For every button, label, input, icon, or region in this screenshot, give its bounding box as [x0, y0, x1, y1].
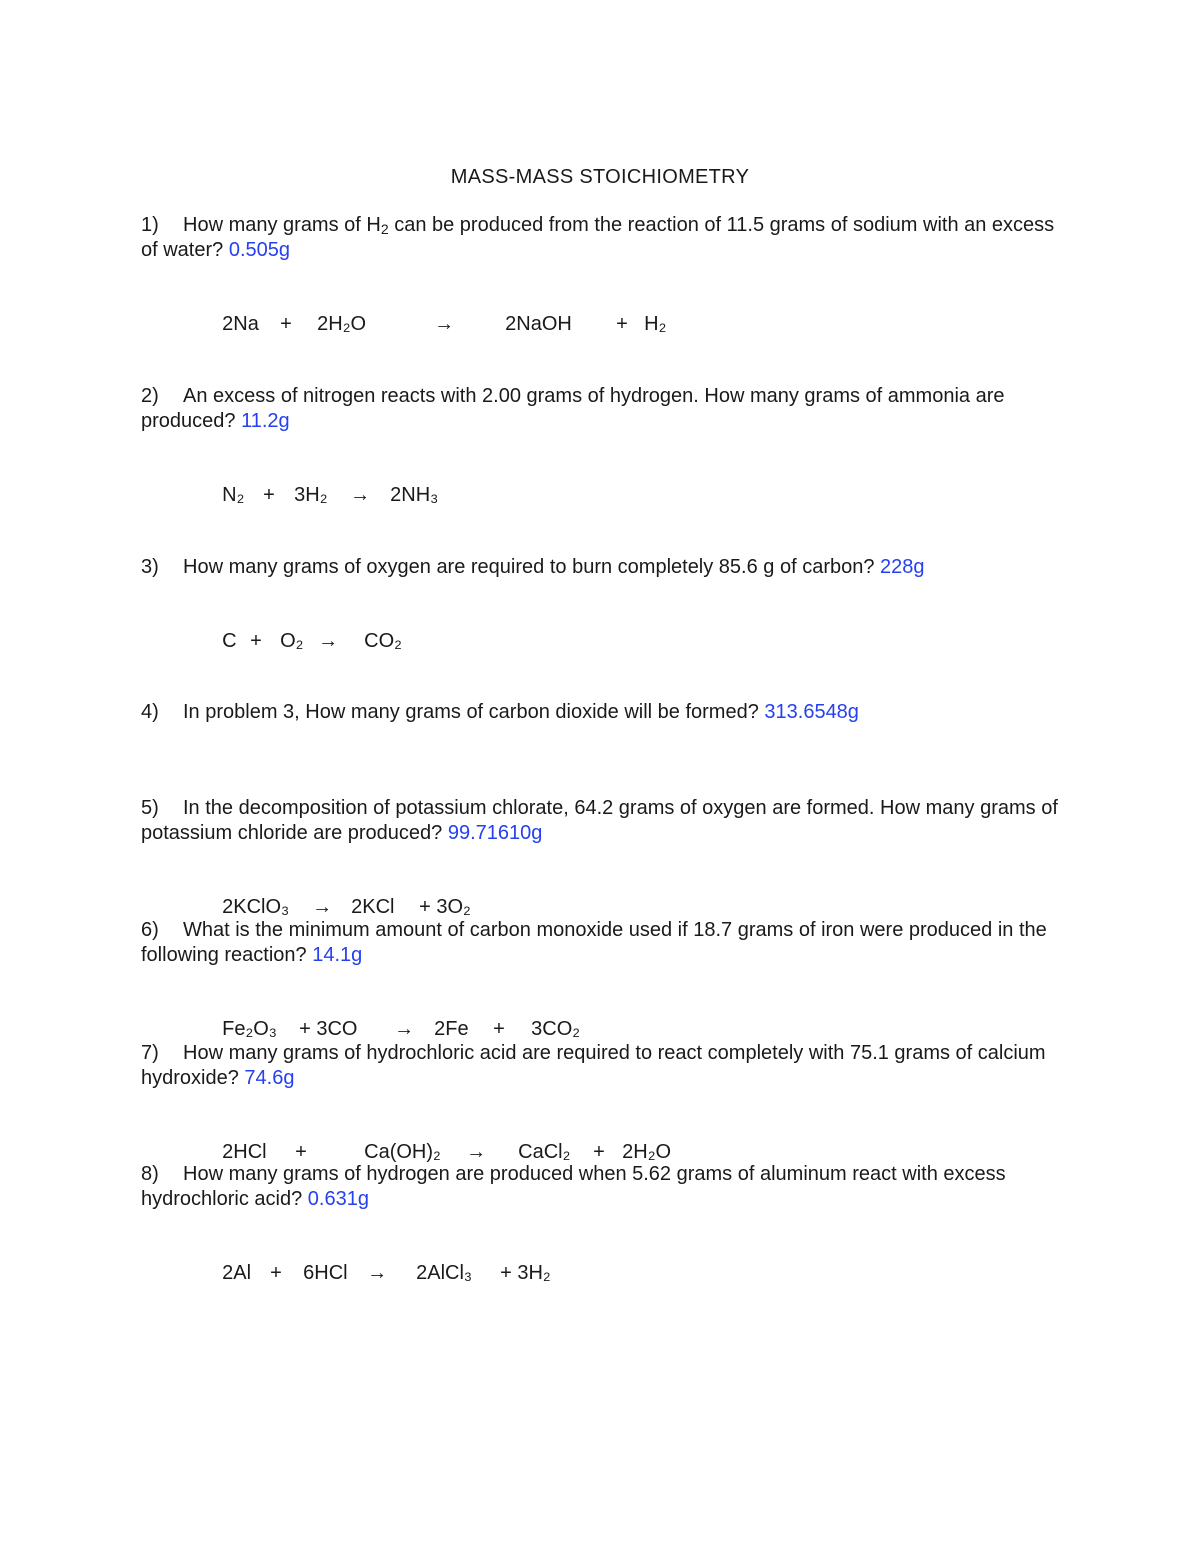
equation-term: 2Na [222, 313, 259, 335]
equation-term: + 3CO [299, 1018, 358, 1040]
equation-term: 2KClO₃ [222, 896, 290, 918]
question-text: An excess of nitrogen reacts with 2.00 grams of hydrogen. How many grams of ammonia are produced? [141, 385, 1005, 432]
equation-term: + [616, 313, 628, 335]
equation-term: 2HCl [222, 1141, 267, 1163]
question-number: 5) [141, 797, 159, 819]
equation-term: CO₂ [364, 630, 402, 652]
equation-term: H₂ [644, 313, 667, 335]
question-text: In the decomposition of potassium chlorate, 64.2 grams of oxygen are formed. How many grams of potassium chloride are produced? [141, 797, 1058, 844]
question-4 [141, 700, 1066, 725]
equation-term: 2H₂O [317, 313, 367, 335]
equation-term: → [312, 896, 333, 918]
answer: 74.6g [244, 1067, 295, 1089]
question-8 [141, 1162, 1066, 1212]
equation-term: + [270, 1262, 282, 1284]
question-number: 6) [141, 919, 159, 941]
question-2 [141, 384, 1066, 434]
equation-term: 2NaOH [505, 313, 572, 335]
question-number: 7) [141, 1042, 159, 1064]
question-text: How many grams of H [183, 214, 381, 236]
equation-term: 2Al [222, 1262, 252, 1284]
equation-term: + [263, 484, 275, 506]
equation-term: → [466, 1141, 487, 1163]
question-number: 3) [141, 556, 159, 578]
answer: 0.505g [228, 239, 290, 261]
equation-term: + [493, 1018, 505, 1040]
equation-8 [211, 1236, 551, 1286]
answer: 14.1g [312, 944, 363, 966]
question-text: How many grams of hydrogen are produced when 5.62 grams of aluminum react with excess hydrochloric acid? [141, 1163, 1006, 1210]
equation-1 [211, 287, 666, 337]
question-number: 4) [141, 701, 159, 723]
answer: 0.631g [307, 1188, 369, 1210]
answer: 99.71610g [447, 822, 543, 844]
equation-term: → [394, 1018, 415, 1040]
equation-term: + [280, 313, 292, 335]
equation-term: + [295, 1141, 307, 1163]
question-text: can be produced from the reaction of 11.5 grams of sodium with an excess of water? [141, 214, 1055, 261]
question-1 [141, 213, 1066, 263]
question-6 [141, 918, 1066, 968]
question-5 [141, 796, 1066, 846]
page-title: MASS-MASS STOICHIOMETRY [450, 166, 750, 188]
question-number: 2) [141, 385, 159, 407]
equation-term: O₂ [280, 630, 304, 652]
question-text: What is the minimum amount of carbon monoxide used if 18.7 grams of iron were produced in the following reaction? [141, 919, 1047, 966]
equation-6 [211, 992, 580, 1042]
equation-term: 2NH₃ [390, 484, 439, 506]
equation-term: → [367, 1262, 388, 1284]
question-text: How many grams of oxygen are required to burn completely 85.6 g of carbon? [183, 556, 875, 578]
equation-term: Ca(OH)₂ [364, 1141, 441, 1163]
equation-term: Fe₂O₃ [222, 1018, 277, 1040]
question-text: In problem 3, How many grams of carbon dioxide will be formed? [183, 701, 759, 723]
equation-term: 3H₂ [294, 484, 328, 506]
equation-term: → [318, 630, 339, 652]
equation-term: + [593, 1141, 605, 1163]
question-3 [141, 555, 1066, 580]
equation-term: + [250, 630, 262, 652]
equation-term: → [350, 484, 371, 506]
equation-term: CaCl₂ [518, 1141, 571, 1163]
subscript: 2 [380, 221, 389, 237]
equation-term: 2AlCl₃ [416, 1262, 473, 1284]
question-number: 1) [141, 214, 159, 236]
answer: 313.6548g [764, 701, 859, 723]
equation-5 [211, 870, 471, 920]
equation-term: 2H₂O [622, 1141, 672, 1163]
equation-term: 2Fe [434, 1018, 469, 1040]
equation-term: → [434, 313, 455, 335]
equation-term: 6HCl [303, 1262, 348, 1284]
equation-term: N₂ [222, 484, 245, 506]
equation-7 [211, 1115, 671, 1165]
equation-term: 3CO₂ [531, 1018, 581, 1040]
equation-term: + 3O₂ [419, 896, 471, 918]
equation-term: + 3H₂ [500, 1262, 551, 1284]
equation-term: C [222, 630, 237, 652]
equation-2 [211, 458, 438, 508]
equation-3 [211, 604, 402, 654]
answer: 11.2g [241, 410, 290, 432]
question-number: 8) [141, 1163, 159, 1185]
answer: 228g [880, 556, 925, 578]
question-text: How many grams of hydrochloric acid are required to react completely with 75.1 grams of calcium hydroxide? [141, 1042, 1046, 1089]
equation-term: 2KCl [351, 896, 395, 918]
question-7 [141, 1041, 1066, 1091]
